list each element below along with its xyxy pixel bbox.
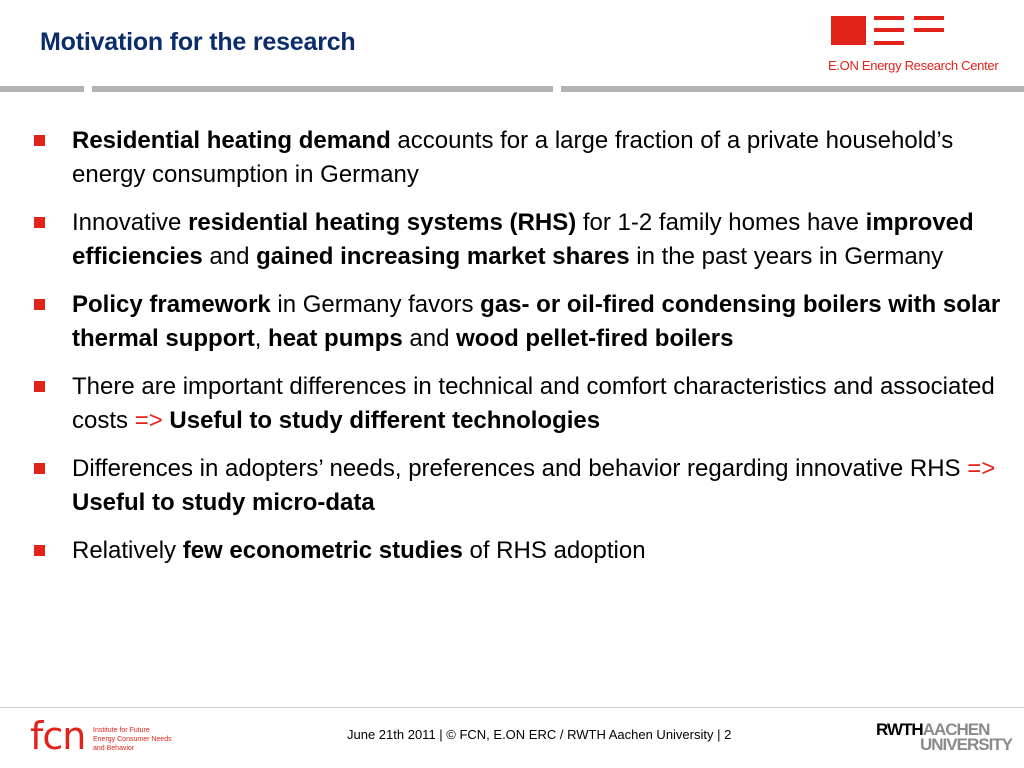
bullet-square-icon [34,299,45,310]
bullet-bold: Residential heating demand [72,127,391,154]
bullet-text [72,452,1007,520]
bullet-text [72,124,1007,192]
bullet-bold: heat pumps [268,325,403,352]
bullet-bold: Policy framework [72,291,271,318]
bullet-span: Differences in adopters’ needs, preferences and behavior regarding innovative RHS [72,455,968,482]
bullet-text [72,370,1007,438]
bullet-span: in the past years in Germany [629,243,944,270]
bullet-text [72,534,1007,568]
rwth-logo [876,720,1013,756]
footer-rule [0,707,1024,708]
bullet-span: , [254,325,269,352]
bullet-span: for 1-2 family homes have [576,209,866,236]
fcn-subtitle-line: Institute for Future [93,727,150,734]
bullet-span: accounts for a large fraction of a private household’s energy consumption in Germany [72,127,954,188]
bullet-bold: gas- or oil-fired condensing boilers with solar thermal support [72,291,1001,352]
slide-title: Motivation for the research [40,28,356,56]
bullet-item [32,370,1007,438]
bullet-item [32,288,1007,356]
bullet-square-icon [34,217,45,228]
header-rule-2 [92,86,553,92]
bullet-bold: few econometric studies [182,537,463,564]
bullet-bold: Useful to study different technologies [169,407,601,434]
bullet-square-icon [34,135,45,146]
eon-logo-text: E.ON Energy Research Center [828,58,999,73]
eon-logo-mark [831,16,949,48]
fcn-subtitle-line: and Behavior [93,745,135,752]
bullet-list [32,124,1007,582]
bullet-span: in Germany favors [270,291,481,318]
header-rule-3 [561,86,1024,92]
fcn-logo-mark: fcn [30,714,86,758]
bullet-span: and [402,325,457,352]
bullet-span: of RHS adoption [462,537,646,564]
bullet-bold: gained increasing market shares [256,243,630,270]
bullet-item [32,452,1007,520]
bullet-item [32,206,1007,274]
bullet-span: and [202,243,257,270]
bullet-text [72,288,1007,356]
bullet-bold: residential heating systems (RHS) [188,209,577,236]
rwth-logo-text: AACHEN [922,720,990,739]
rwth-logo-text: UNIVERSITY [920,735,1013,754]
bullet-item [32,124,1007,192]
bullet-text [72,206,1007,274]
bullet-span: Innovative [72,209,189,236]
bullet-bold: Useful to study micro-data [72,489,375,516]
bullet-square-icon [34,463,45,474]
bullet-span: Relatively [72,537,183,564]
bullet-bold: wood pellet-fired boilers [456,325,734,352]
rwth-logo-text: RWTH [876,720,923,739]
bullet-square-icon [34,381,45,392]
fcn-logo [30,716,170,756]
bullet-item [32,534,1007,568]
arrow-glyph: => [134,407,163,434]
footer-text: June 21th 2011 | © FCN, E.ON ERC / RWTH Aachen University | 2 [347,727,732,742]
fcn-subtitle-line: Energy Consumer Needs [93,736,172,743]
eon-erc-logo [828,16,1000,78]
bullet-bold: improved efficiencies [72,209,974,270]
header-rule-1 [0,86,84,92]
bullet-span: There are important differences in technical and comfort characteristics and associated costs [72,373,995,434]
arrow-glyph: => [967,455,996,482]
bullet-square-icon [34,545,45,556]
fcn-logo-subtitle [93,726,173,753]
